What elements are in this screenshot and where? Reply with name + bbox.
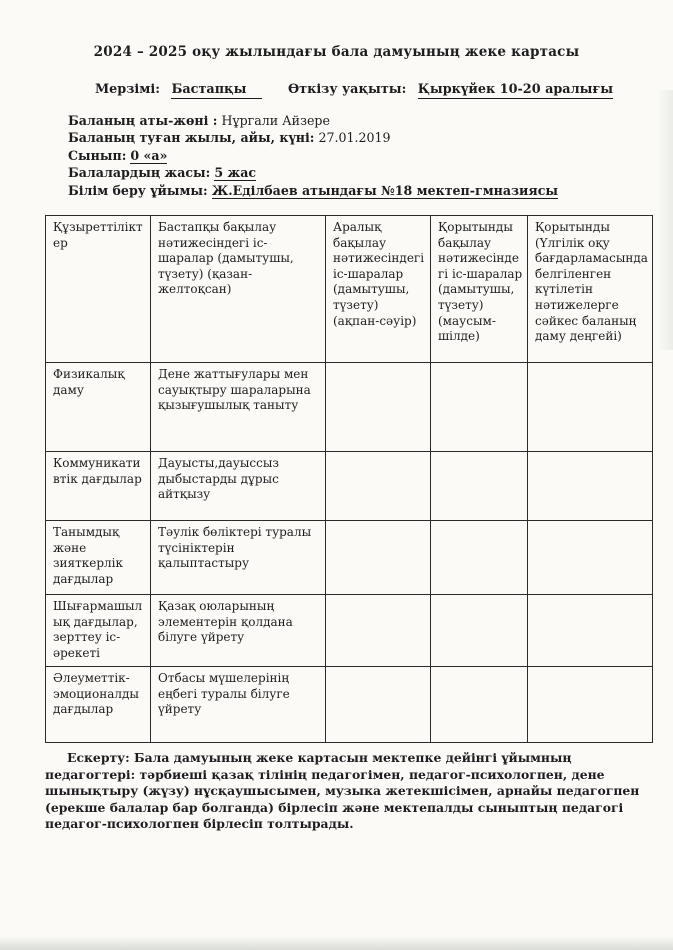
birthdate-value: 27.01.2019	[318, 130, 391, 146]
row-conclusion-cell	[528, 363, 653, 452]
period-value: Бастапқы	[171, 83, 262, 99]
table-row	[46, 595, 653, 667]
row-interim-cell	[326, 667, 431, 743]
row-interim-cell	[326, 452, 431, 521]
note-paragraph: Ескерту: Бала дамуының жеке картасын мектепке дейінгі ұйымның педагогтері: тәрбиеші қазақ тілінің педагогімен, педагог-психологпен, дене шынықтыру (жүзу) нұсқаушысымен, музыка жетекшісімен, арнайы педагогпен (ерекше балалар бар болганда) бірлесіп және мектепалды сыныптың педагогі педагог-психологпен бірлесіп толтырады.	[45, 750, 640, 832]
header-competencies: Құзыреттіліктер	[46, 216, 151, 363]
development-card-table	[45, 215, 653, 743]
row-conclusion-cell	[528, 452, 653, 521]
row-final-cell	[431, 595, 528, 667]
row-competence: Коммуникативтік дағдылар	[46, 452, 151, 521]
child-info-block	[68, 112, 673, 199]
row-conclusion-cell	[528, 521, 653, 595]
row-interim-cell	[326, 363, 431, 452]
info-line-age	[68, 164, 673, 181]
organization-label: Білім беру ұйымы:	[68, 182, 208, 198]
row-conclusion-cell	[528, 595, 653, 667]
header-initial-observation: Бастапқы бақылау нәтижесіндегі іс-шаралар (дамытушы, түзету) (қазан-желтоқсан)	[151, 216, 326, 363]
info-line-name	[68, 112, 673, 129]
time-label: Өткізу уақыты:	[288, 82, 407, 97]
row-competence: Әлеуметтік-эмоционалды дағдылар	[46, 667, 151, 743]
row-final-cell	[431, 667, 528, 743]
scan-bleed-artifact	[657, 90, 673, 350]
row-interim-cell	[326, 521, 431, 595]
period-label: Мерзімі:	[95, 82, 160, 97]
info-line-organization	[68, 182, 673, 199]
row-final-cell	[431, 521, 528, 595]
row-initial-activity: Тәулік бөліктері туралы түсініктерін қалыптастыру	[151, 521, 326, 595]
info-line-class	[68, 147, 673, 164]
period-field	[95, 82, 262, 99]
class-label: Сынып:	[68, 147, 127, 163]
table-row	[46, 363, 653, 452]
age-label: Балалардың жасы:	[68, 165, 211, 181]
header-final-observation: Қорытынды бақылау нәтижесіндегі іс-шаралар (дамытушы, түзету) (маусым-шілде)	[431, 216, 528, 363]
row-interim-cell	[326, 595, 431, 667]
time-value: Қыркүйек 10-20 аралығы	[417, 82, 614, 97]
name-label: Баланың аты-жөні :	[68, 113, 218, 128]
table-row	[46, 521, 653, 595]
document-title: 2024 – 2025 оқу жылындағы бала дамуының жеке картасы	[93, 44, 580, 60]
class-value: 0 «а»	[130, 147, 168, 163]
header-conclusion: Қорытынды (Үлгілік оқу бағдарламасында белгіленген күтілетін нәтижелерге сәйкес баланың даму деңгейі)	[528, 216, 653, 363]
row-initial-activity: Дауысты,дауыссыз дыбыстарды дұрыс айтқызу	[151, 452, 326, 521]
table-header-row	[46, 216, 653, 363]
header-interim-observation: Аралық бақылау нәтижесіндегі іс-шаралар (дамытушы, түзету) (ақпан-сәуір)	[326, 216, 431, 363]
birthdate-label: Баланың туған жылы, айы, күні:	[68, 130, 315, 146]
row-competence: Шығармашылық дағдылар, зерттеу іс-әрекеті	[46, 595, 151, 667]
name-value: Нұргали Айзере	[221, 113, 330, 128]
row-final-cell	[431, 452, 528, 521]
table-row	[46, 452, 653, 521]
organization-value: Ж.Еділбаев атындағы №18 мектеп-гмназиясы	[211, 182, 558, 198]
row-competence: Танымдық және зияткерлік дағдылар	[46, 521, 151, 595]
row-initial-activity: Дене жаттығулары мен сауықтыру шараларына қызығушылық таныту	[151, 363, 326, 452]
row-final-cell	[431, 363, 528, 452]
time-field	[288, 82, 613, 99]
scanner-edge-artifact	[0, 936, 673, 950]
row-conclusion-cell	[528, 667, 653, 743]
table-row	[46, 667, 653, 743]
row-initial-activity: Отбасы мүшелерінің еңбегі туралы білуге үйрету	[151, 667, 326, 743]
age-value: 5 жас	[214, 165, 257, 181]
row-initial-activity: Қазақ оюларының элементерін қолдана білуге үйрету	[151, 595, 326, 667]
period-line	[0, 82, 673, 102]
row-competence: Физикалық даму	[46, 363, 151, 452]
info-line-birthdate	[68, 129, 673, 146]
